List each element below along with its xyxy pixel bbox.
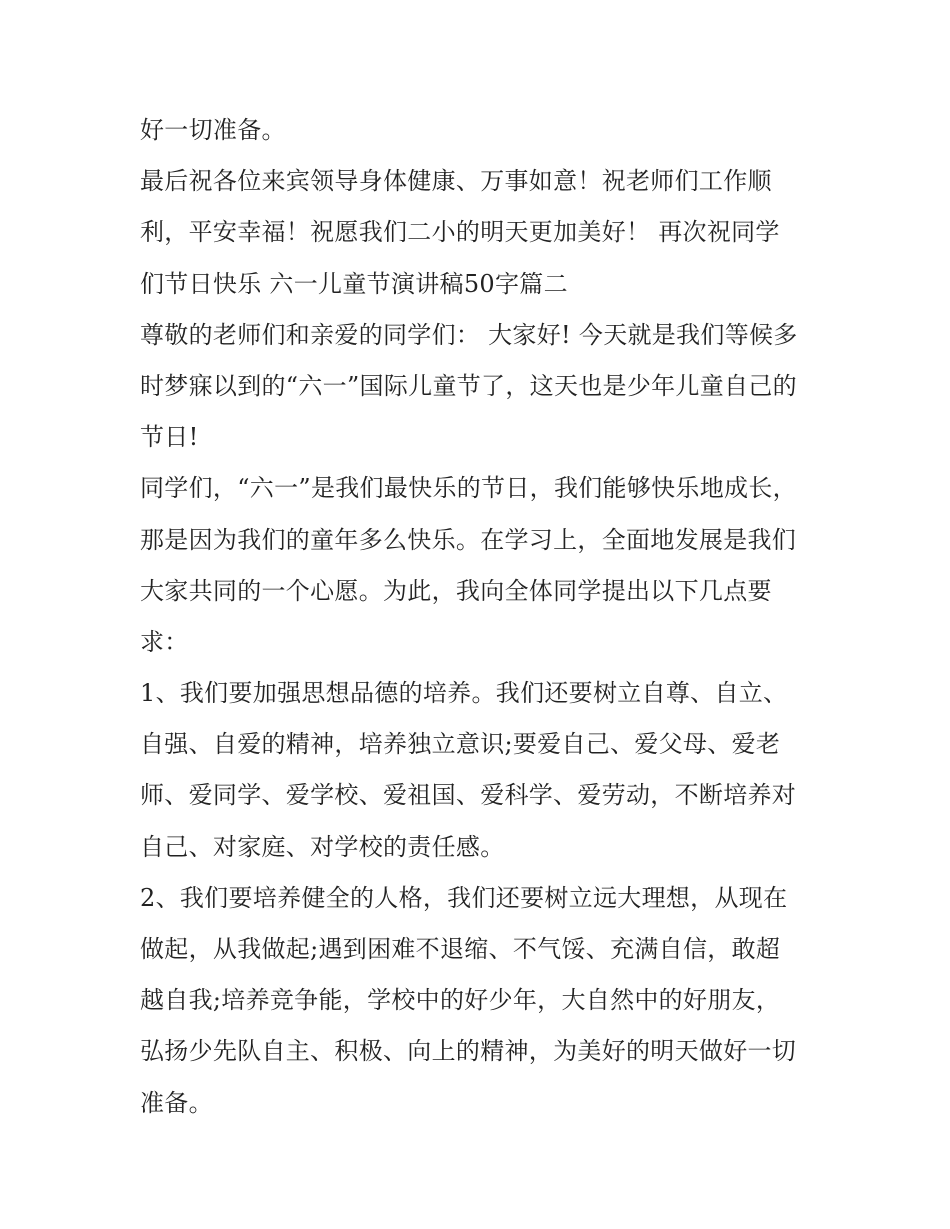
text-line: 利，平安幸福！祝愿我们二小的明天更加美好！ 再次祝同学 bbox=[140, 218, 780, 247]
text-line: 好一切准备。 bbox=[140, 116, 286, 144]
text-line: 尊敬的老师们和亲爱的同学们： 大家好! 今天就是我们等候多 bbox=[140, 320, 798, 349]
text-line: 自己、对家庭、对学校的责任感。 bbox=[140, 832, 505, 861]
text-line: 节日! bbox=[140, 423, 199, 452]
text-line: 那是因为我们的童年多么快乐。在学习上，全面地发展是我们 bbox=[140, 525, 797, 554]
text-line: 师、爱同学、爱学校、爱祖国、爱科学、爱劳动，不断培养对 bbox=[140, 781, 797, 810]
text-line: 越自我;培养竞争能，学校中的好少年，大自然中的好朋友， bbox=[140, 986, 781, 1015]
text-line: 们节日快乐 六一儿童节演讲稿50字篇二 bbox=[140, 269, 568, 298]
text-line: 最后祝各位来宾领导身体健康、万事如意！祝老师们工作顺 bbox=[140, 167, 772, 196]
text-line: 1、我们要加强思想品德的培养。我们还要树立自尊、自立、 bbox=[140, 679, 788, 708]
text-line: 求： bbox=[140, 627, 189, 656]
text-line: 自强、自爱的精神，培养独立意识;要爱自己、爱父母、爱老 bbox=[140, 730, 781, 759]
speech-text-body bbox=[140, 105, 830, 1129]
text-line: 时梦寐以到的“六一”国际儿童节了，这天也是少年儿童自己的 bbox=[140, 371, 797, 400]
text-line: 准备。 bbox=[140, 1088, 213, 1117]
text-line: 弘扬少先队自主、积极、向上的精神，为美好的明天做好一切 bbox=[140, 1037, 797, 1066]
text-line: 2、我们要培养健全的人格，我们还要树立远大理想，从现在 bbox=[140, 883, 788, 912]
text-line: 同学们，“六一”是我们最快乐的节日，我们能够快乐地成长， bbox=[140, 474, 797, 503]
text-line: 大家共同的一个心愿。为此，我向全体同学提出以下几点要 bbox=[140, 576, 772, 605]
text-line: 做起，从我做起;遇到困难不退缩、不气馁、充满自信，敢超 bbox=[140, 935, 781, 963]
